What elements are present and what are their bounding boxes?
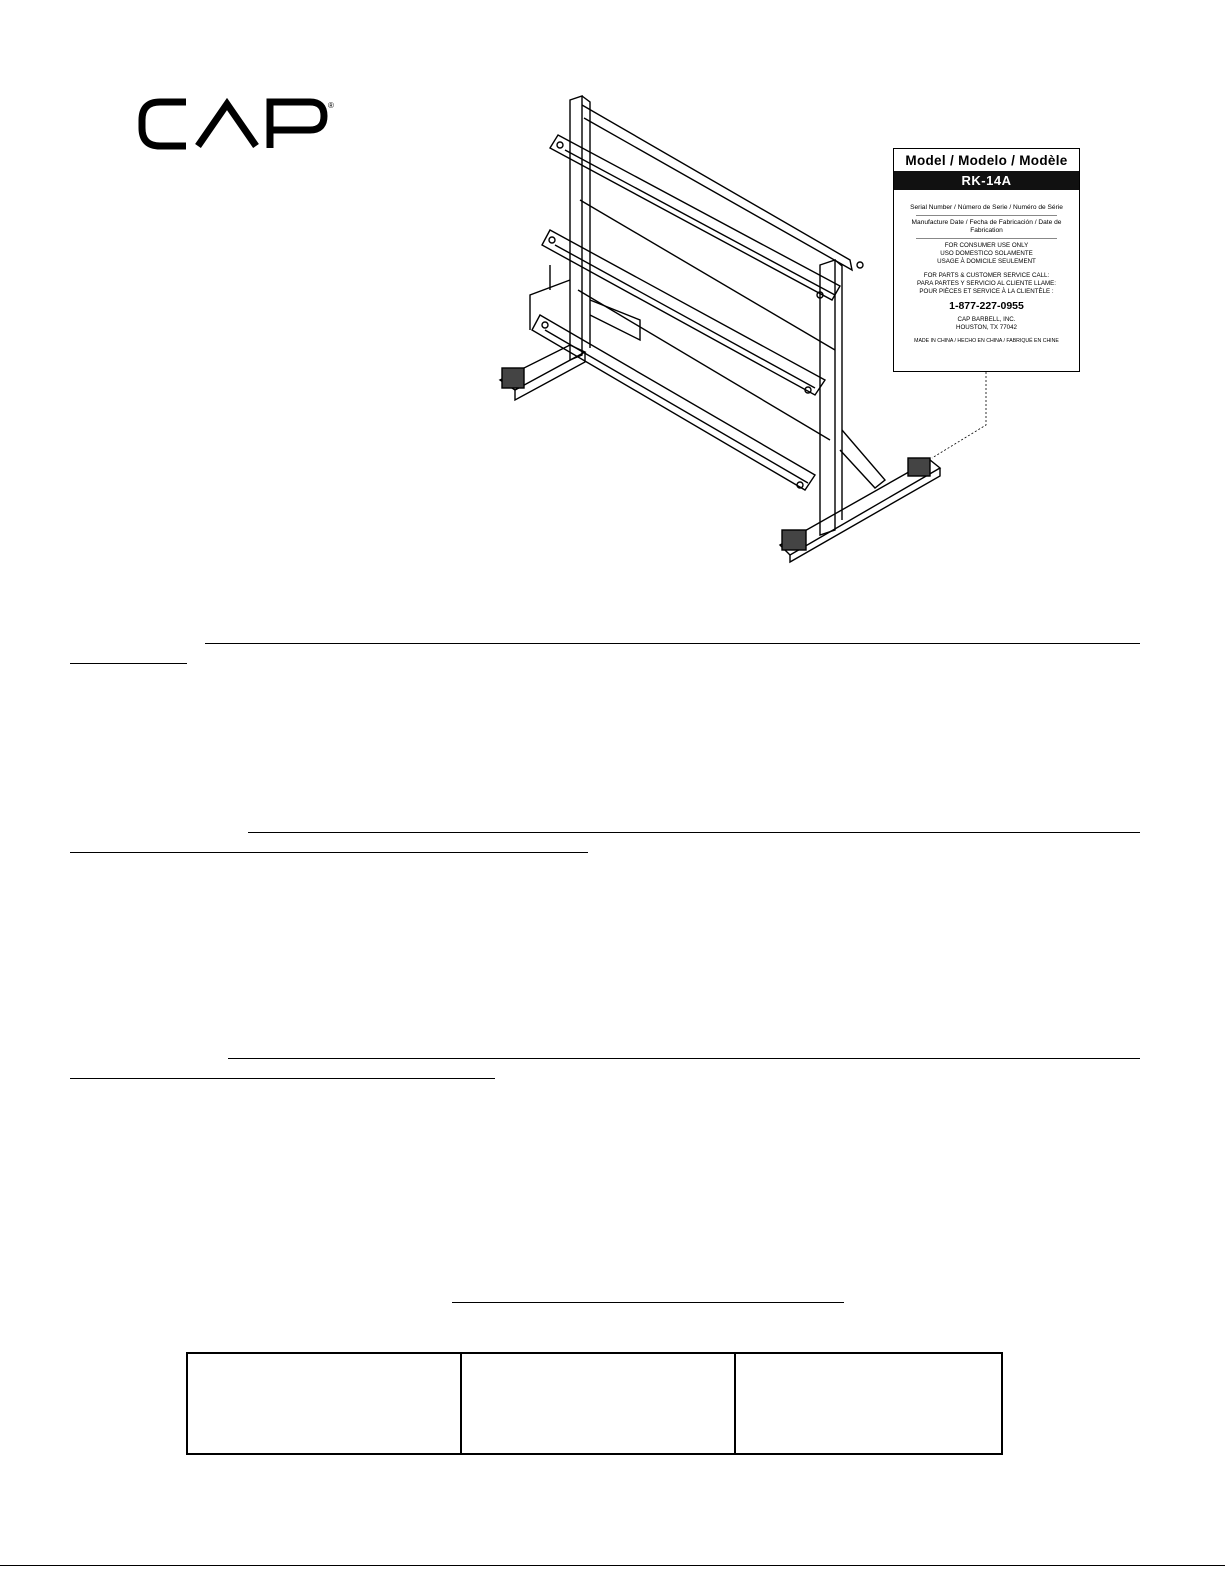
rule-line — [70, 852, 588, 853]
company-name: CAP BARBELL, INC. — [957, 316, 1016, 323]
serial-number-field: Serial Number / Número de Serie / Numéro de Série — [910, 204, 1063, 211]
made-in-line: MADE IN CHINA / HECHO EN CHINA / FABRIQUÉ EN CHINE — [914, 338, 1059, 344]
cap-logo — [138, 96, 338, 152]
service-call-line: FOR PARTS & CUSTOMER SERVICE CALL: — [923, 272, 1050, 279]
model-number: RK-14A — [894, 171, 1079, 190]
consumer-use-line: USO DOMESTICO SOLAMENTE — [940, 250, 1033, 257]
rule-line — [452, 1302, 844, 1303]
info-table — [186, 1352, 1003, 1455]
table-cell — [735, 1353, 1002, 1454]
dumbbell-rack-illustration — [490, 90, 960, 570]
page-bottom-rule — [0, 1565, 1225, 1566]
manufacture-date-field: Manufacture Date / Fecha de Fabricación / Date de Fabrication — [911, 219, 1062, 234]
rule-line — [70, 663, 187, 664]
model-label-title: Model / Modelo / Modèle — [905, 153, 1068, 168]
customer-service-phone: 1-877-227-0955 — [949, 300, 1024, 312]
table-row — [187, 1353, 1002, 1454]
consumer-use-line: FOR CONSUMER USE ONLY — [944, 242, 1029, 249]
rule-line — [248, 832, 1140, 833]
rule-line — [205, 643, 1140, 644]
rule-line — [228, 1058, 1140, 1059]
registered-mark: ® — [328, 101, 334, 110]
table-cell — [461, 1353, 735, 1454]
divider — [916, 238, 1057, 239]
company-address: HOUSTON, TX 77042 — [956, 324, 1017, 331]
consumer-use-line: USAGE À DOMICILE SEULEMENT — [937, 258, 1036, 265]
table-cell — [187, 1353, 461, 1454]
label-leader-line — [930, 370, 1000, 460]
divider — [916, 215, 1057, 216]
model-label — [893, 148, 1080, 372]
rule-line — [70, 1078, 495, 1079]
service-call-line: POUR PIÈCES ET SERVICE À LA CLIENTÈLE : — [919, 288, 1054, 295]
service-call-line: PARA PARTES Y SERVICIO AL CLIENTE LLAME: — [916, 280, 1057, 287]
